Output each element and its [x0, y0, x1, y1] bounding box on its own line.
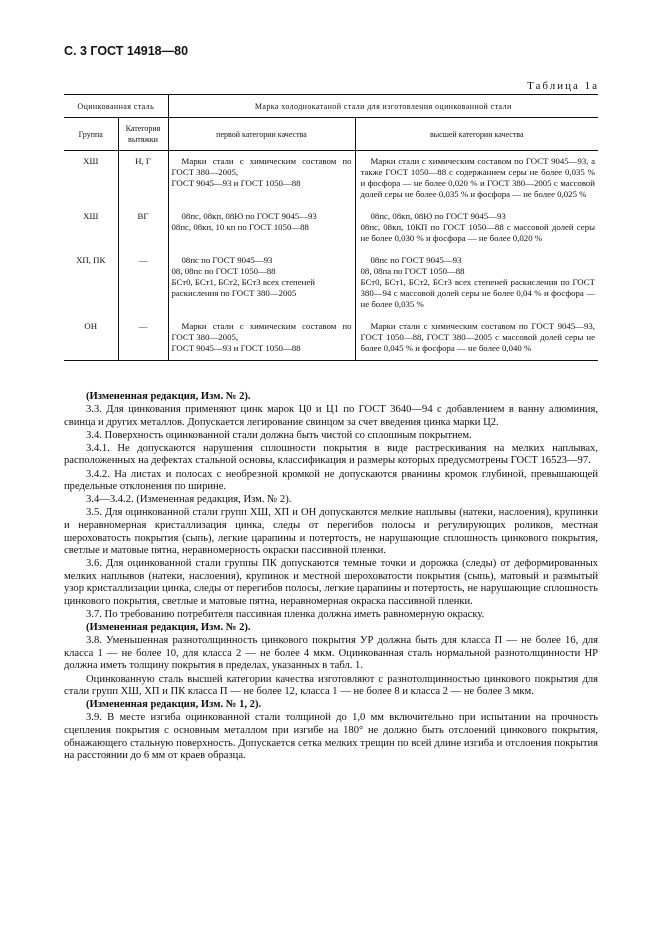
clause-paragraph: 3.7. По требованию потребителя пассивная пленка должна иметь равномерную окраску.: [86, 609, 485, 621]
clause-paragraph: 3.4. Поверхность оцинкованной стали должна быть чистой со сплошным покрытием.: [86, 429, 472, 441]
clause-paragraph: 3.4.1. Не допускаются нарушения сплошности покрытия в виде растрескивания на мелких наплывах, расположенных на дефектах стальной основы, классификация и размеры которых предусмотрены ГОСТ 16523—97.: [64, 442, 598, 467]
table-row: [64, 250, 598, 316]
cell-category: Н, Г: [118, 151, 168, 207]
amendment-note: (Измененная редакция, Изм. № 2).: [86, 622, 251, 634]
cell-highest-quality: [355, 250, 598, 316]
cell-line: 08пс, 08кп, 10 кп по ГОСТ 1050—88: [171, 222, 309, 232]
cell-highest-quality: [355, 316, 598, 361]
cell-line: 08пс по ГОСТ 9045—93: [181, 255, 273, 265]
header-steel-grade: Марка холоднокатаной стали для изготовления оцинкованной стали: [168, 95, 598, 118]
cell-category: ВГ: [118, 206, 168, 250]
header-highest-quality: высшей категории качества: [355, 118, 598, 151]
cell-line: 08, 08па по ГОСТ 1050—88: [360, 266, 465, 276]
header-group: Группа: [64, 118, 118, 151]
cell-line: БСт0, БСт1, БСт2, БСт3 всех степеней раскисления по ГОСТ 380—2005: [171, 277, 315, 298]
clause-paragraph: 3.5. Для оцинкованной стали групп ХШ, ХП и ОН допускаются мелкие наплывы (натеки, наслоения), крупинки и неравномерная кристаллизация цинка, следы от перегибов полосы и регулирующих роликов, местная шероховатость покрытия (сыпь), легкие царапины и потертость, не нарушающие сплошность цинкового покрытия, светлые и матовые пятна, неравномерность окраски пассивной пленки.: [64, 507, 598, 557]
cell-line: ГОСТ 9045—93 и ГОСТ 1050—88: [171, 178, 301, 188]
cell-line: 08пс, 08кп, 08Ю по ГОСТ 9045—93: [370, 211, 506, 221]
cell-line: 08пс по ГОСТ 9045—93: [370, 255, 462, 265]
cell-first-quality: [168, 250, 355, 316]
cell-group: ХП, ПК: [76, 255, 106, 265]
table-row: [64, 151, 598, 207]
table-row: [64, 206, 598, 250]
body-text: [64, 391, 598, 763]
clause-paragraph: 3.9. В месте изгиба оцинкованной стали толщиной до 1,0 мм включительно при испытании на прочность сцепления покрытия с основным металлом при изгибе на 180° не должно быть отслоений цинкового покрытия, обнажающего стальную поверхность. Допускается сетка мелких трещин по всей длине изгиба и отслоения покрытия на расстоянии до 6 мм от краев образца.: [64, 712, 598, 762]
cell-line: Марки стали с химическим составом по ГОСТ 9045—93, а также ГОСТ 1050—88 с содержанием серы не более 0,035 % и фосфора — не более 0,020 % и ГОСТ 380—2005 с массовой долей серы не более 0,035 % и фосфора — не более 0,025 %: [360, 156, 596, 199]
cell-highest-quality: [355, 151, 598, 207]
amendment-note: (Измененная редакция, Изм. № 2).: [86, 391, 251, 402]
cell-line: БСт0, БСт1, БСт2, БСт3 всех степеней раскисления по ГОСТ 380—94 с массовой долей серы не более 0,04 % и фосфора — не более 0,035 %: [360, 277, 596, 309]
cell-line: Марки стали с химическим составом по ГОСТ 380—2005,: [171, 156, 352, 177]
cell-group: ХШ: [83, 156, 99, 166]
cell-line: ГОСТ 9045—93 и ГОСТ 1050—88: [171, 343, 301, 353]
cell-line: Марки стали с химическим составом по ГОСТ 9045—93, ГОСТ 1050—88, ГОСТ 380—2005 с массовой долей серы не более 0,045 % и фосфора — не более 0,040 %: [360, 321, 596, 353]
clause-paragraph: 3.8. Уменьшенная разнотолщинность цинкового покрытия УР должна быть для класса П — не более 16, для класса 1 — не более 10, для класса 2 — не более 4 мкм. Оцинкованная сталь нормальной разнотолщинности НР должна иметь толщину покрытия в пределах, указанных в табл. 1.: [64, 635, 598, 672]
header-category: Категория вытяжки: [118, 118, 168, 151]
cell-first-quality: [168, 151, 355, 207]
table-row: [64, 316, 598, 361]
clause-paragraph: 3.6. Для оцинкованной стали группы ПК допускаются темные точки и дорожка (следы) от деформированных мелких наплывов (натеки, наслоения), крупинок и местной шероховатости покрытия (сыпь), матовый и размытый узор кристаллизации цинка, следы от перегибов полосы, легкие царапины и потертость, не нарушающие сплошность цинкового покрытия, светлые и матовые пятна, неравномерная окраска пассивной пленки.: [64, 558, 598, 607]
clause-paragraph: Оцинкованную сталь высшей категории качества изготовляют с разнотолщинностью цинкового покрытия для стали групп ХШ, ХП и ПК класса П — не более 12, класса 1 — не более 8 и класса 2 — не более 3 мкм.: [64, 673, 598, 698]
steel-grade-table: [64, 94, 598, 361]
cell-group: ХШ: [83, 211, 99, 221]
cell-group: ОН: [64, 316, 118, 361]
clause-paragraph: 3.4—3.4.2. (Измененная редакция, Изм. № 2).: [86, 494, 292, 506]
cell-line: 08, 08пс по ГОСТ 1050—88: [171, 266, 276, 276]
clause-paragraph: 3.3. Для цинкования применяют цинк марок Ц0 и Ц1 по ГОСТ 3640—94 с добавлением в ванну алюминия, свинца и других металлов. Допускается легирование свинцом за счет введения цинка марки Ц2.: [64, 404, 598, 428]
cell-first-quality: [168, 206, 355, 250]
header-galvanized-steel: Оцинкованная сталь: [64, 95, 168, 118]
cell-category: —: [118, 250, 168, 316]
cell-first-quality: [168, 316, 355, 361]
cell-line: Марки стали с химическим составом по ГОСТ 380—2005,: [171, 321, 352, 342]
cell-highest-quality: [355, 206, 598, 250]
cell-line: 08пс, 08кп, 08Ю по ГОСТ 9045—93: [181, 211, 317, 221]
cell-category: —: [118, 316, 168, 361]
table-caption: Таблица 1а: [527, 80, 599, 92]
clause-paragraph: 3.4.2. На листах и полосах с необрезной кромкой не допускаются рванины кромок глубиной, превышающей предельные отклонения по ширине.: [64, 468, 598, 493]
cell-line: 08пс, 08кп, 10КП по ГОСТ 1050—88 с массовой долей серы не более 0,030 % и фосфора — не более 0,020 %: [360, 222, 596, 243]
header-first-quality: первой категории качества: [168, 118, 355, 151]
amendment-note: (Измененная редакция, Изм. № 1, 2).: [86, 699, 262, 711]
page-header: С. 3 ГОСТ 14918—80: [64, 44, 189, 58]
